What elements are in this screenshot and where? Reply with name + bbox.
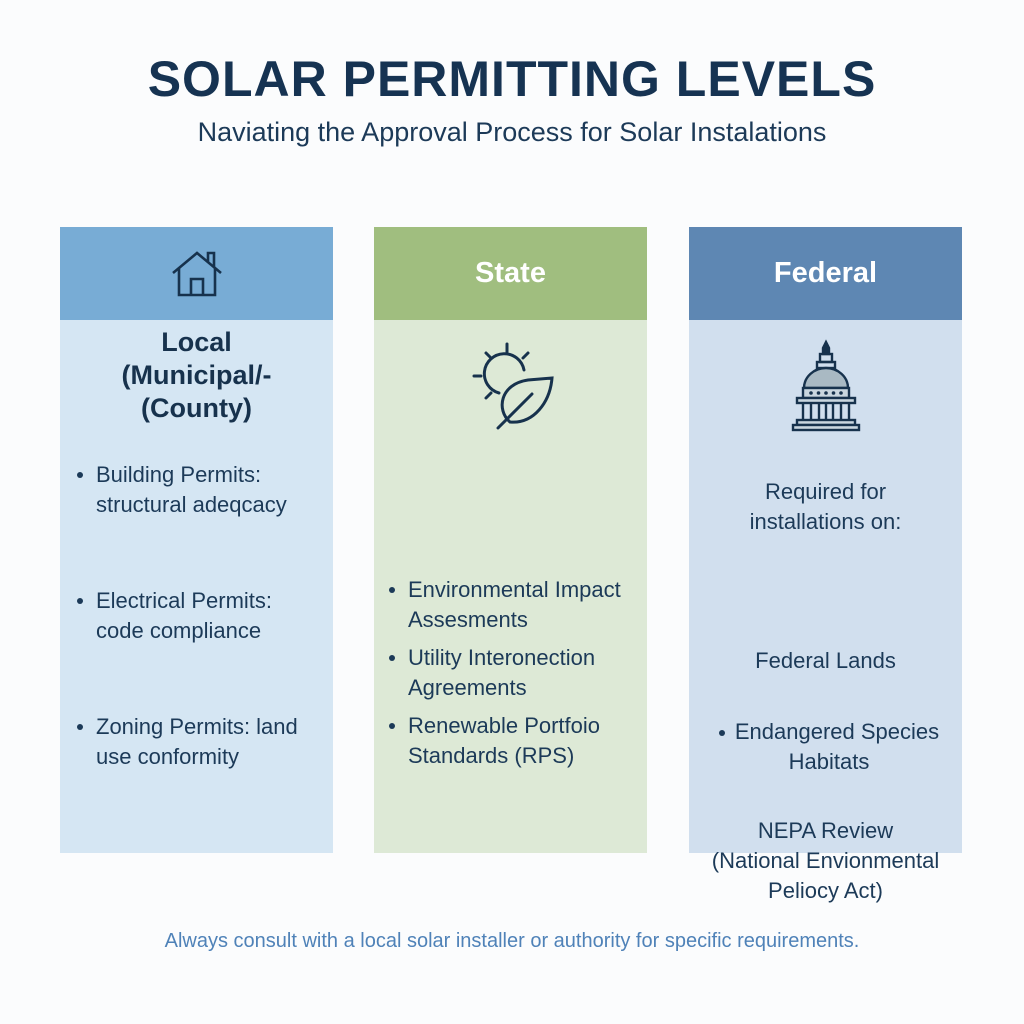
list-item-line: Assesments — [408, 607, 528, 632]
nepa-line: NEPA Review — [757, 818, 894, 843]
capitol-building-icon — [791, 340, 861, 432]
state-card-body — [374, 320, 647, 853]
sun-leaf-icon — [468, 340, 558, 432]
local-card-body — [60, 320, 333, 853]
list-item-line: Utility Interonection — [408, 645, 596, 670]
federal-intro-line: Required for — [764, 479, 887, 504]
list-item — [74, 712, 324, 772]
list-item — [386, 643, 646, 703]
list-item-line: Endangered Species — [734, 719, 940, 744]
federal-card-body — [689, 320, 962, 903]
list-item-line: Agreements — [408, 675, 527, 700]
local-card — [60, 227, 333, 853]
local-permit-list — [74, 460, 324, 838]
state-card-header: State — [374, 227, 647, 320]
page-subtitle: Naviating the Approval Process for Solar Instalations — [197, 117, 827, 147]
local-card-header — [60, 227, 333, 320]
list-item-line: Building Permits: — [96, 462, 262, 487]
federal-card — [689, 227, 962, 903]
list-item-line: Habitats — [788, 749, 870, 774]
nepa-line: (National Envionmental — [711, 848, 940, 873]
list-item-line: Zoning Permits: land — [96, 714, 298, 739]
bullet-dot — [719, 730, 725, 736]
house-icon — [170, 249, 224, 299]
list-item — [74, 460, 324, 520]
list-item-line: use conformity — [96, 744, 240, 769]
federal-intro — [689, 477, 962, 537]
local-title-line: (County) — [141, 393, 252, 423]
list-item-line: Environmental Impact — [408, 577, 621, 602]
local-title-line: (Municipal/- — [121, 360, 272, 390]
list-item — [74, 586, 324, 646]
federal-intro-line: installations on: — [749, 509, 902, 534]
nepa-line: Peliocy Act) — [768, 878, 883, 903]
list-item-line: structural adeqcacy — [96, 492, 287, 517]
list-item-line: code compliance — [96, 618, 262, 643]
state-card — [374, 227, 647, 853]
list-item-line: Renewable Portfoio — [408, 713, 601, 738]
list-item-line: Electrical Permits: — [96, 588, 273, 613]
list-item — [386, 575, 646, 635]
local-card-title — [60, 326, 333, 425]
federal-lands: Federal Lands — [755, 648, 896, 673]
footer-note: Always consult with a local solar installer or authority for specific requirements. — [164, 930, 860, 952]
page-title: SOLAR PERMITTING LEVELS — [147, 51, 877, 107]
federal-nepa-review — [689, 816, 962, 906]
federal-endangered-species — [699, 717, 959, 777]
local-title-line: Local — [161, 327, 232, 357]
list-item-line: Standards (RPS) — [408, 743, 575, 768]
state-permit-list — [386, 575, 646, 779]
federal-card-header: Federal — [689, 227, 962, 320]
list-item — [386, 711, 646, 771]
